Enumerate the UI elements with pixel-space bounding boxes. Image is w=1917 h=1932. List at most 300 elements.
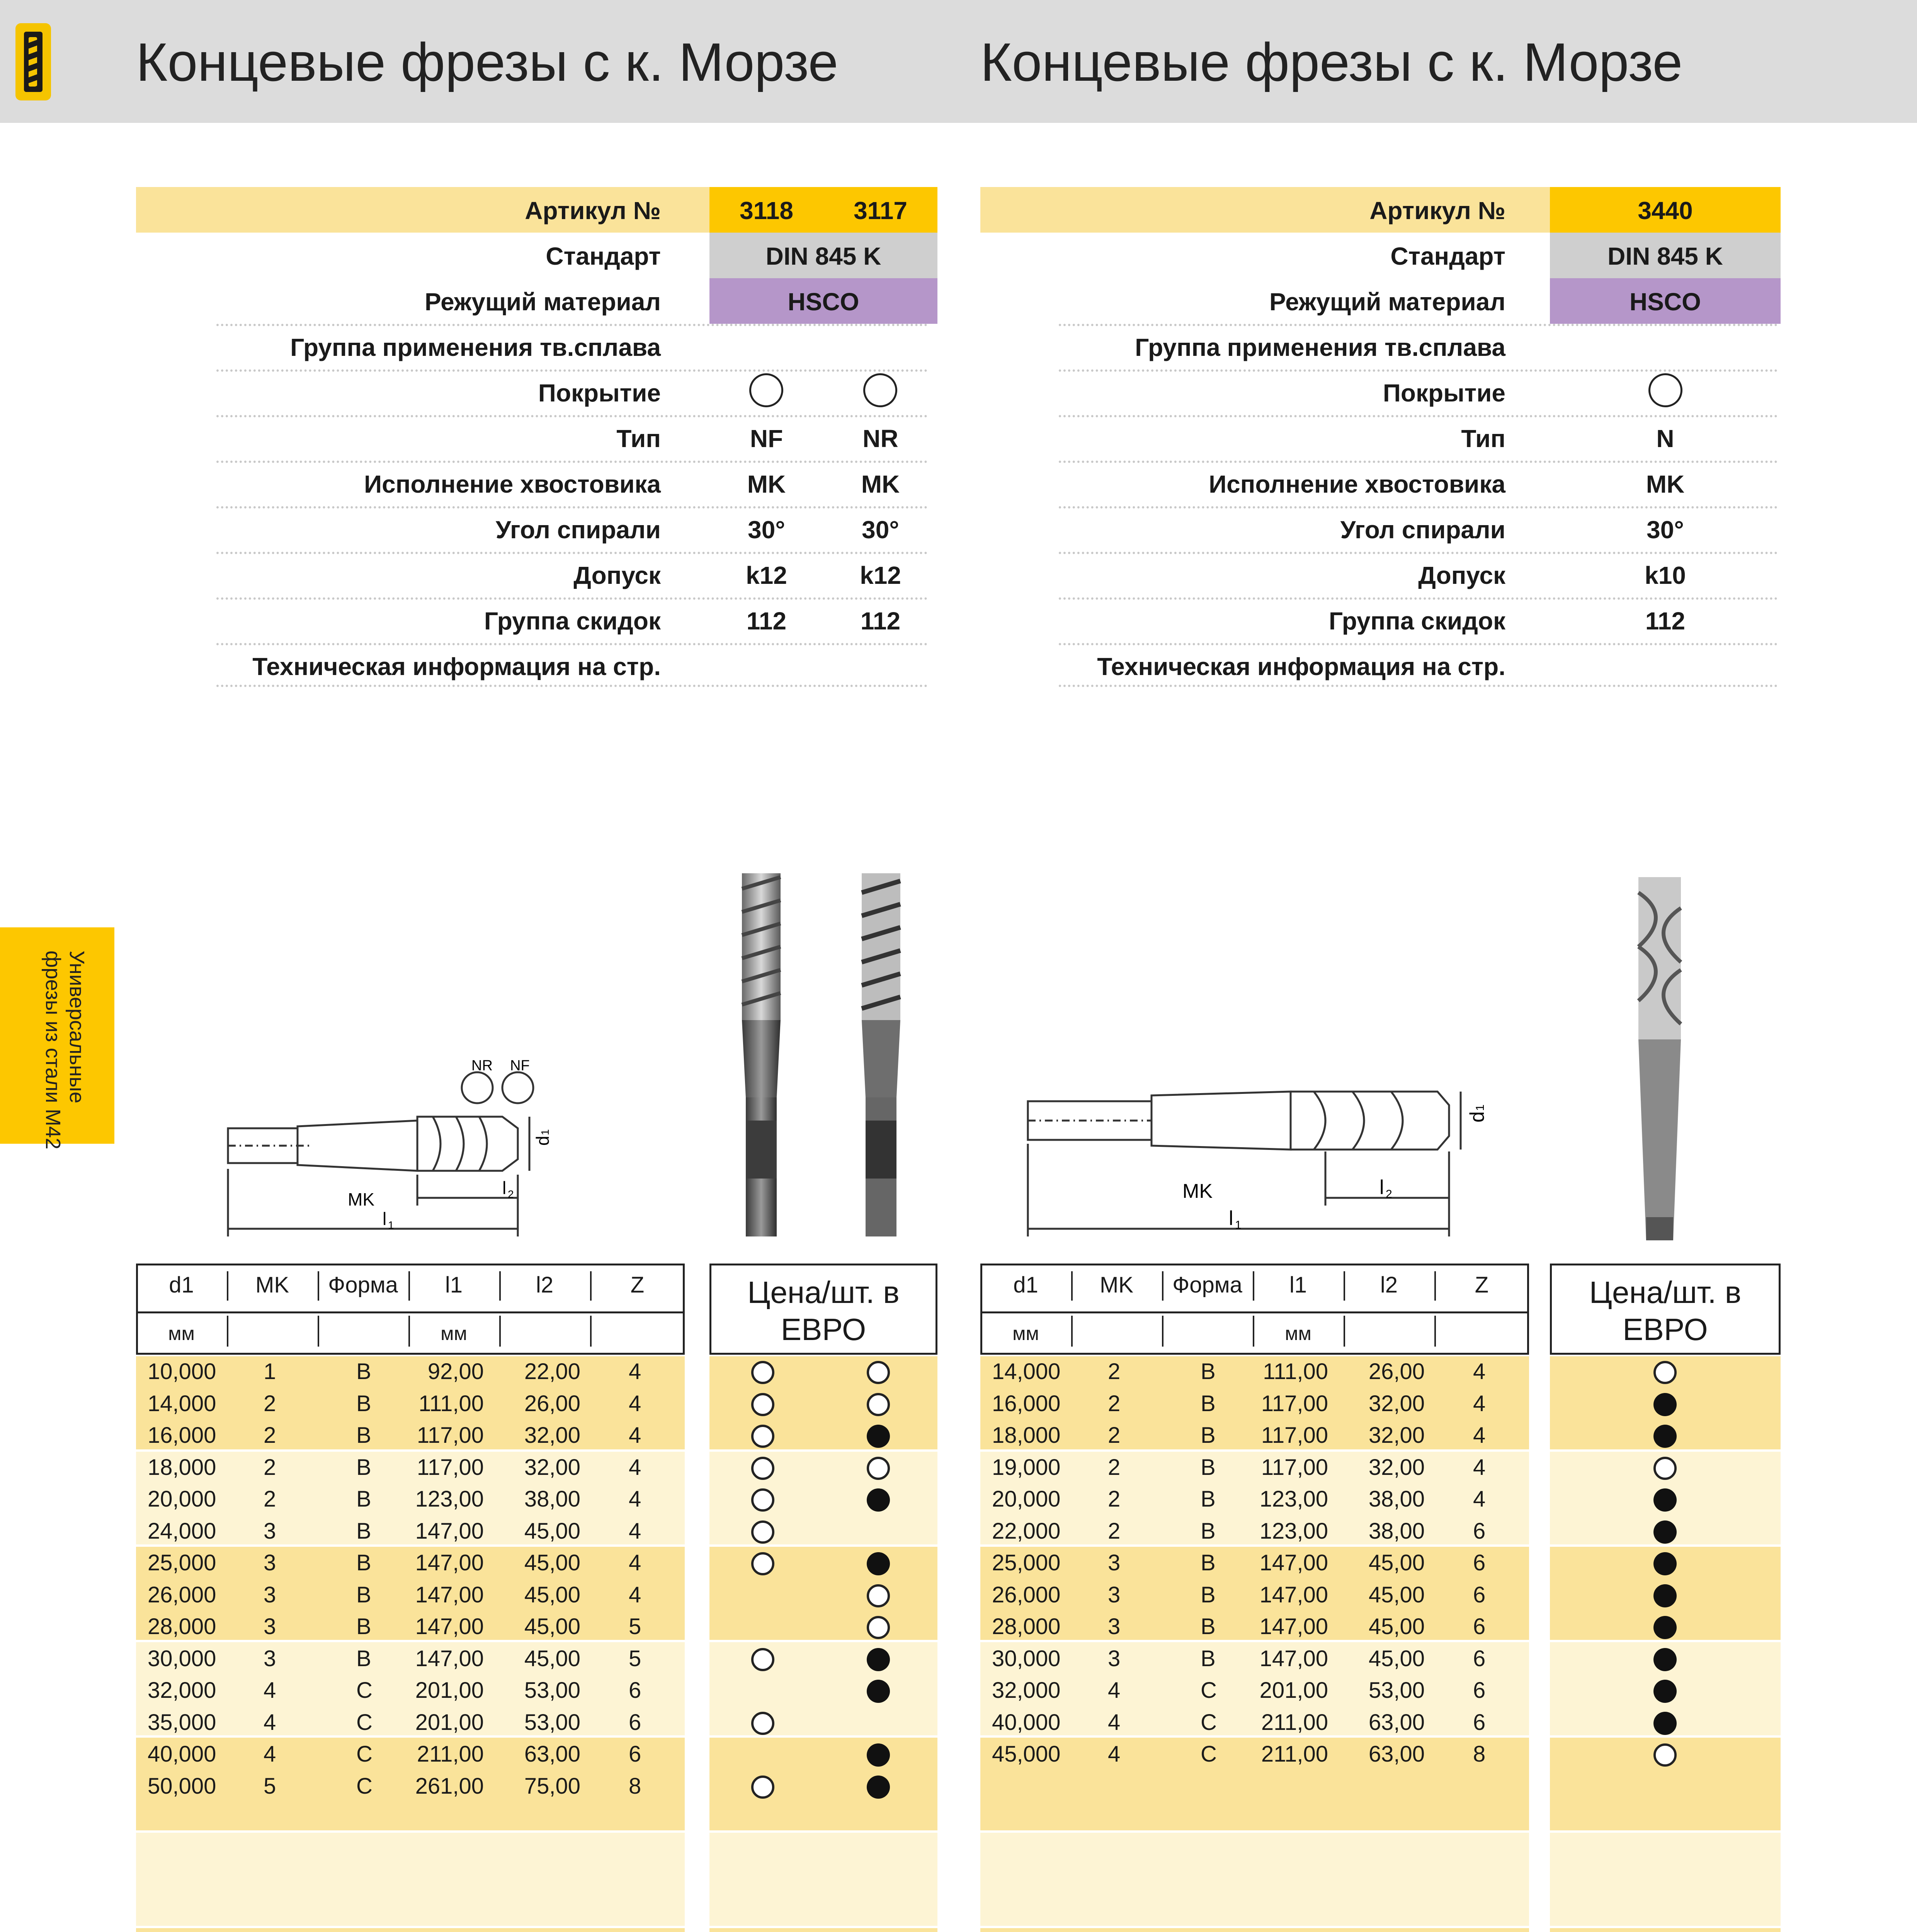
col-header-z: Z [630,1272,645,1298]
cell-d1: 40,000 [992,1709,1061,1735]
cell-forma: B [1201,1646,1216,1671]
col-divider [1434,1316,1436,1347]
divider [1059,461,1778,463]
available-dot-icon [867,1425,890,1448]
cell-d1: 14,000 [148,1391,216,1416]
divider [1059,415,1778,417]
cell-d1: 35,000 [148,1709,216,1735]
cell-mk: 4 [264,1709,276,1735]
cell-forma: B [1201,1550,1216,1575]
cell-d1: 24,000 [148,1518,216,1544]
table-stripe [709,1833,937,1926]
tolerance-value: k12 [746,561,787,589]
price-header-left [709,1264,937,1355]
cell-d1: 18,000 [992,1423,1061,1448]
divider [216,461,927,463]
cell-forma: B [356,1391,371,1416]
available-dot-icon [867,1743,890,1767]
nr-label: NR [471,1059,493,1074]
cell-z: 8 [1473,1742,1486,1767]
divider [1059,552,1778,554]
cell-z: 4 [629,1582,641,1607]
cell-l1: 147,00 [415,1646,484,1671]
cell-mk: 2 [264,1454,276,1480]
cell-l1: 92,00 [427,1359,484,1384]
spec-label-type: Тип [616,425,661,452]
divider [216,552,927,554]
cell-l2: 45,00 [1368,1614,1425,1639]
cell-forma: B [1201,1391,1216,1416]
available-dot-icon [1653,1584,1677,1607]
col-divider [227,1316,228,1347]
col-header-mk: MK [1100,1272,1133,1298]
cell-mk: 3 [264,1550,276,1575]
cell-l1: 117,00 [417,1423,484,1448]
cell-forma: B [1201,1359,1216,1384]
cell-mk: 4 [1108,1709,1121,1735]
cell-d1: 26,000 [992,1582,1061,1607]
endmill-photo-3117 [831,866,954,1244]
uncoated-icon [749,373,783,407]
cell-l2: 45,00 [1368,1646,1425,1671]
cell-z: 6 [629,1678,641,1703]
cell-mk: 3 [264,1614,276,1639]
cell-z: 6 [1473,1646,1486,1671]
shank-value: MK [747,470,786,498]
cell-l2: 26,00 [1368,1359,1425,1384]
on-request-circle-icon [751,1552,774,1575]
divider [216,415,927,417]
available-dot-icon [1653,1616,1677,1639]
cell-forma: B [1201,1454,1216,1480]
endmill-photo-3440 [1615,869,1723,1248]
l2-subscript: 2 [1386,1188,1392,1201]
cell-forma: C [356,1678,373,1703]
price-header-right [1550,1264,1781,1355]
cell-l1: 117,00 [1261,1423,1328,1448]
cell-z: 6 [1473,1550,1486,1575]
cell-d1: 45,000 [992,1742,1061,1767]
col-divider [1071,1316,1073,1347]
available-dot-icon [1653,1552,1677,1575]
unit-label: мм [1285,1323,1311,1344]
cell-mk: 2 [1108,1486,1121,1512]
l1-subscript: 1 [1235,1219,1242,1231]
cell-l2: 75,00 [524,1773,580,1799]
cell-l2: 53,00 [1368,1678,1425,1703]
cell-l2: 22,00 [524,1359,580,1384]
spec-label-shank: Исполнение хвостовика [364,470,661,498]
table-stripe [709,1452,937,1545]
cell-mk: 3 [1108,1614,1121,1639]
cell-l2: 26,00 [524,1391,580,1416]
table-stripe [709,1356,937,1449]
material-value: HSCO [788,288,859,316]
discount-value: 112 [746,607,787,635]
table-stripe [136,1928,685,1932]
l1-label: l [383,1209,387,1229]
cell-forma: C [356,1773,373,1799]
side-tab-line1: Универсальные [65,951,88,1104]
available-dot-icon [1653,1425,1677,1448]
cell-mk: 4 [1108,1742,1121,1767]
cell-l1: 117,00 [417,1454,484,1480]
cell-mk: 2 [1108,1391,1121,1416]
cell-mk: 3 [264,1582,276,1607]
cell-d1: 19,000 [992,1454,1061,1480]
cell-l2: 45,00 [524,1646,580,1671]
available-dot-icon [1653,1488,1677,1512]
cell-l2: 63,00 [1368,1742,1425,1767]
table-stripe [1550,1833,1781,1926]
cell-z: 4 [1473,1423,1486,1448]
cell-l1: 123,00 [1259,1518,1328,1544]
side-tab-line2: фрезы из стали M42 [41,951,65,1150]
divider [216,643,927,645]
spec-label-discount: Группа скидок [1328,607,1505,635]
col-divider [499,1316,501,1347]
cell-d1: 14,000 [992,1359,1061,1384]
page-title-right: Концевые фрезы с к. Морзе [980,32,1683,92]
cell-z: 5 [629,1646,641,1671]
article-3440: 3440 [1638,197,1693,224]
cell-z: 4 [1473,1391,1486,1416]
spec-label-article: Артикул № [525,197,661,224]
spec-label-shank: Исполнение хвостовика [1209,470,1505,498]
discount-value: 112 [1645,607,1686,635]
cell-l1: 147,00 [1259,1582,1328,1607]
cell-z: 4 [629,1391,641,1416]
cell-d1: 10,000 [148,1359,216,1384]
cell-forma: B [1201,1582,1216,1607]
divider [1059,643,1778,645]
nf-label: NF [510,1059,530,1074]
cell-l1: 111,00 [1263,1359,1328,1384]
cell-forma: B [1201,1423,1216,1448]
on-request-circle-icon [751,1457,774,1480]
cell-d1: 30,000 [992,1646,1061,1671]
col-divider [1071,1271,1073,1301]
cell-z: 4 [629,1486,641,1512]
cell-l2: 63,00 [524,1742,580,1767]
cell-z: 4 [1473,1359,1486,1384]
shank-value: MK [1646,470,1685,498]
cell-forma: B [356,1359,371,1384]
on-request-circle-icon [867,1616,890,1639]
type-value: N [1656,425,1674,452]
cell-l1: 211,00 [417,1742,484,1767]
cell-l2: 38,00 [1368,1486,1425,1512]
price-header-text: Цена/шт. в ЕВРО [1589,1275,1742,1347]
spec-label-techinfo: Техническая информация на стр. [252,653,661,680]
available-dot-icon [867,1648,890,1671]
available-dot-icon [867,1552,890,1575]
cell-forma: B [356,1550,371,1575]
available-dot-icon [867,1680,890,1703]
col-header-l2: l2 [1380,1272,1398,1298]
cell-d1: 32,000 [148,1678,216,1703]
on-request-circle-icon [867,1457,890,1480]
type-value: NR [862,425,898,452]
page-title-left: Концевые фрезы с к. Морзе [136,32,839,92]
cell-z: 6 [629,1742,641,1767]
cell-l2: 32,00 [524,1423,580,1448]
divider [216,506,927,509]
cell-mk: 3 [1108,1646,1121,1671]
cell-forma: C [1201,1709,1217,1735]
cell-d1: 26,000 [148,1582,216,1607]
col-divider [318,1316,319,1347]
spec-label-carbide-group: Группа применения тв.сплава [1135,333,1505,361]
cell-d1: 40,000 [148,1742,216,1767]
available-dot-icon [1653,1520,1677,1544]
col-divider [1253,1271,1254,1301]
cell-l2: 53,00 [524,1709,580,1735]
cell-l1: 201,00 [415,1678,484,1703]
cell-forma: C [1201,1742,1217,1767]
cell-z: 5 [629,1614,641,1639]
table-stripe [709,1928,937,1932]
d1-subscript: 1 [1474,1104,1487,1111]
type-value: NF [750,425,783,452]
standard-value: DIN 845 K [765,242,881,270]
col-divider [1344,1271,1345,1301]
standard-value: DIN 845 K [1607,242,1723,270]
cell-forma: B [356,1518,371,1544]
shank-value: MK [861,470,900,498]
article-3117: 3117 [854,197,907,224]
l2-label: l [502,1178,507,1198]
divider [1059,597,1778,600]
cell-d1: 25,000 [148,1550,216,1575]
col-divider [499,1271,501,1301]
cell-d1: 28,000 [148,1614,216,1639]
cell-mk: 3 [264,1646,276,1671]
spec-label-standard: Стандарт [1390,242,1505,270]
cell-z: 4 [1473,1486,1486,1512]
cell-forma: B [356,1454,371,1480]
cell-l2: 45,00 [524,1550,580,1575]
on-request-circle-icon [751,1361,774,1384]
cell-l2: 38,00 [524,1486,580,1512]
available-dot-icon [867,1776,890,1799]
cell-forma: B [1201,1518,1216,1544]
uncoated-icon [863,373,897,407]
available-dot-icon [1653,1680,1677,1703]
cell-z: 6 [1473,1582,1486,1607]
cell-z: 4 [629,1518,641,1544]
cell-forma: B [356,1614,371,1639]
col-header-d1: d1 [169,1272,194,1298]
endmill-drawing-left [216,1059,626,1236]
spec-label-material: Режущий материал [425,288,661,316]
col-header-d1: d1 [1013,1272,1038,1298]
material-value: HSCO [1630,288,1701,316]
cell-l1: 201,00 [1259,1678,1328,1703]
cell-mk: 2 [1108,1518,1121,1544]
cell-z: 6 [629,1709,641,1735]
col-divider [1162,1316,1163,1347]
cell-forma: B [356,1582,371,1607]
mk-label: MK [348,1189,374,1209]
cell-z: 6 [1473,1518,1486,1544]
cell-l2: 32,00 [1368,1423,1425,1448]
col-header-forma: Форма [328,1272,398,1298]
cell-l1: 147,00 [1259,1550,1328,1575]
cell-mk: 2 [264,1486,276,1512]
cell-l1: 261,00 [415,1773,484,1799]
available-dot-icon [1653,1393,1677,1416]
cell-z: 4 [629,1550,641,1575]
cell-l1: 111,00 [418,1391,484,1416]
cell-mk: 2 [1108,1359,1121,1384]
divider [1059,506,1778,509]
cell-d1: 16,000 [148,1423,216,1448]
cell-mk: 2 [1108,1423,1121,1448]
col-header-l2: l2 [536,1272,554,1298]
available-dot-icon [1653,1648,1677,1671]
on-request-circle-icon [867,1361,890,1384]
cell-mk: 2 [1108,1454,1121,1480]
unit-label: мм [168,1323,195,1344]
cell-d1: 20,000 [992,1486,1061,1512]
col-divider [318,1271,319,1301]
cell-z: 4 [1473,1454,1486,1480]
cell-forma: B [356,1646,371,1671]
table-stripe [709,1642,937,1735]
cell-mk: 4 [1108,1678,1121,1703]
endmill-logo-icon [15,23,51,100]
spec-label-tolerance: Допуск [573,561,661,589]
divider [1059,369,1778,372]
category-side-tab [0,927,114,1150]
divider [1059,685,1778,687]
col-divider [590,1271,592,1301]
divider [216,369,927,372]
cell-mk: 4 [264,1678,276,1703]
l2-label: l [1379,1176,1384,1199]
on-request-circle-icon [751,1425,774,1448]
divider [216,597,927,600]
on-request-circle-icon [867,1393,890,1416]
helix-value: 30° [748,516,785,544]
cell-forma: C [356,1709,373,1735]
cell-d1: 50,000 [148,1773,216,1799]
cell-z: 4 [629,1359,641,1384]
cell-l1: 211,00 [1261,1709,1328,1735]
spec-label-discount: Группа скидок [484,607,661,635]
cell-mk: 2 [264,1391,276,1416]
cell-mk: 4 [264,1742,276,1767]
unit-label: мм [1012,1323,1039,1344]
cell-forma: B [356,1423,371,1448]
on-request-circle-icon [751,1488,774,1512]
cell-z: 6 [1473,1614,1486,1639]
cell-l2: 45,00 [1368,1550,1425,1575]
cell-l2: 53,00 [524,1678,580,1703]
discount-value: 112 [860,607,901,635]
cell-forma: B [356,1486,371,1512]
tolerance-value: k12 [860,561,901,589]
on-request-circle-icon [1653,1743,1677,1767]
cell-mk: 3 [1108,1582,1121,1607]
col-divider [1344,1316,1345,1347]
cell-forma: C [1201,1678,1217,1703]
divider [216,685,927,687]
spec-label-techinfo: Техническая информация на стр. [1097,653,1505,680]
cell-l2: 38,00 [1368,1518,1425,1544]
cell-d1: 30,000 [148,1646,216,1671]
cell-l1: 147,00 [1259,1646,1328,1671]
cell-z: 4 [629,1454,641,1480]
tolerance-value: k10 [1645,561,1686,589]
on-request-circle-icon [751,1520,774,1544]
cell-l1: 117,00 [1261,1454,1328,1480]
table-stripe [980,1833,1529,1926]
table-stripe [980,1928,1529,1932]
cell-l2: 45,00 [524,1518,580,1544]
table-stripe [709,1738,937,1831]
cell-d1: 20,000 [148,1486,216,1512]
cell-l1: 147,00 [415,1582,484,1607]
cell-l1: 147,00 [1259,1614,1328,1639]
cell-forma: B [1201,1614,1216,1639]
cell-l1: 117,00 [1261,1391,1328,1416]
spec-label-coating: Покрытие [1383,379,1505,407]
cell-l1: 147,00 [415,1518,484,1544]
cell-mk: 3 [264,1518,276,1544]
cell-d1: 32,000 [992,1678,1061,1703]
spec-label-carbide-group: Группа применения тв.сплава [290,333,661,361]
l2-subscript: 2 [508,1188,514,1200]
unit-label: мм [441,1323,467,1344]
spec-label-tolerance: Допуск [1418,561,1505,589]
cell-l1: 123,00 [415,1486,484,1512]
col-divider [1162,1271,1163,1301]
cell-l2: 32,00 [1368,1391,1425,1416]
cell-l2: 63,00 [1368,1709,1425,1735]
spec-label-helix: Угол спирали [1340,516,1505,544]
cell-l1: 211,00 [1261,1742,1328,1767]
col-header-forma: Форма [1172,1272,1242,1298]
cell-z: 6 [1473,1678,1486,1703]
spec-label-material: Режущий материал [1269,288,1505,316]
divider [1059,324,1778,326]
helix-value: 30° [1647,516,1684,544]
on-request-circle-icon [751,1393,774,1416]
cell-mk: 1 [264,1359,276,1384]
d1-label: d [532,1136,553,1146]
cell-l2: 32,00 [524,1454,580,1480]
on-request-circle-icon [1653,1361,1677,1384]
mk-label: MK [1182,1180,1213,1202]
cell-forma: B [1201,1486,1216,1512]
d1-label: d [1466,1111,1488,1122]
cell-l1: 147,00 [415,1614,484,1639]
on-request-circle-icon [1653,1457,1677,1480]
on-request-circle-icon [751,1776,774,1799]
col-header-l1: l1 [1289,1272,1307,1298]
cell-mk: 2 [264,1423,276,1448]
cell-l1: 123,00 [1259,1486,1328,1512]
cell-d1: 18,000 [148,1454,216,1480]
table-stripe [709,1547,937,1640]
cell-d1: 28,000 [992,1614,1061,1639]
cell-d1: 16,000 [992,1391,1061,1416]
l1-subscript: 1 [388,1219,394,1231]
on-request-circle-icon [751,1648,774,1671]
divider [216,324,927,326]
